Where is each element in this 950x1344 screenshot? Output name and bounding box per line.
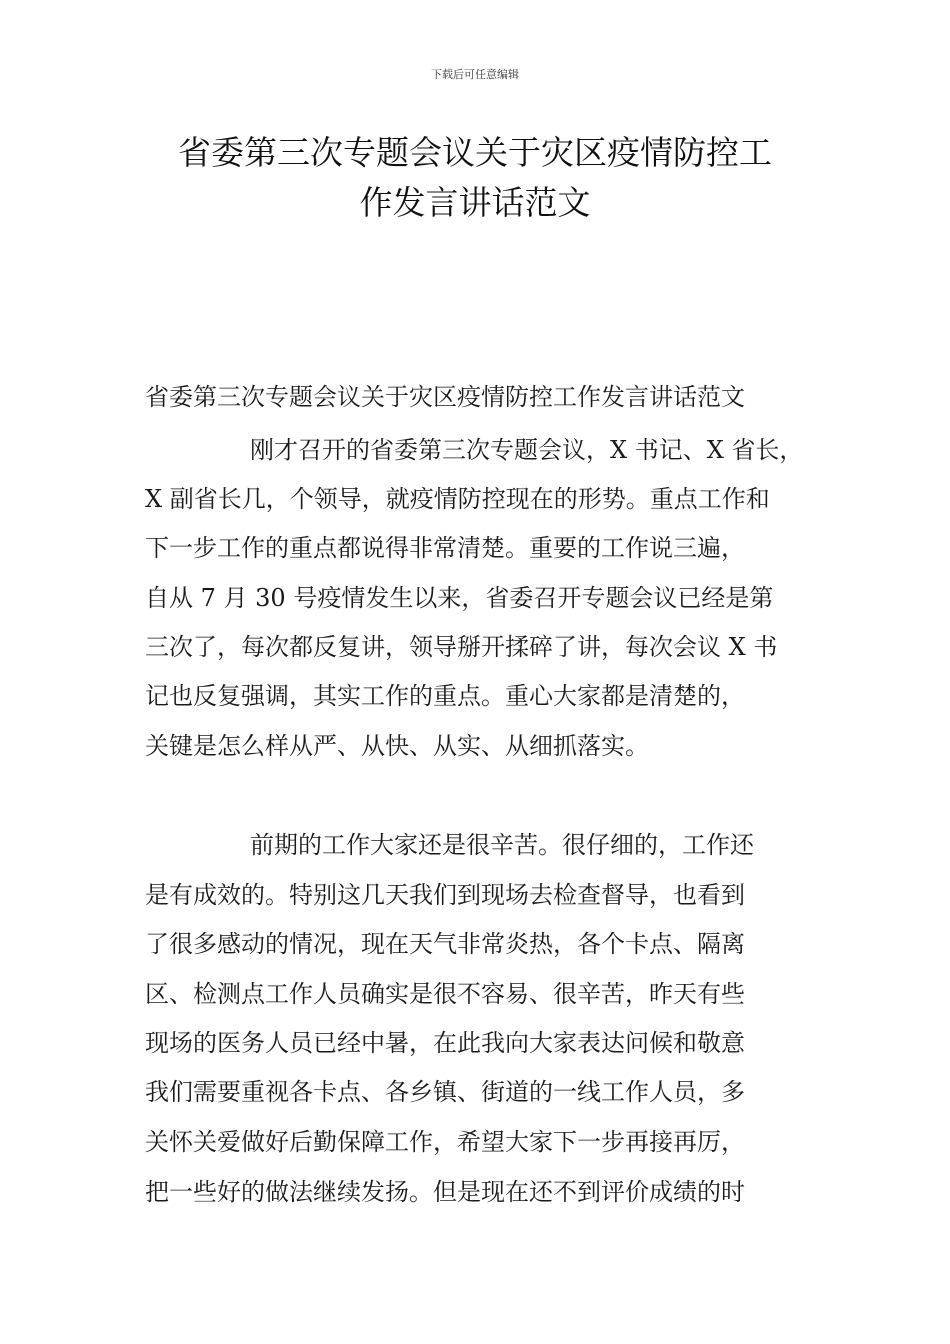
paragraph-line: 刚才召开的省委第三次专题会议，X 书记、X 省长，: [250, 436, 804, 464]
paragraph-line: 我们需要重视各卡点、各乡镇、街道的一线工作人员，多: [145, 1078, 745, 1106]
paragraph-line: 自从 7 月 30 号疫情发生以来，省委召开专题会议已经是第: [145, 584, 774, 612]
paragraph-line: X 副省长几，个领导，就疫情防控现在的形势。重点工作和: [145, 485, 770, 513]
page-header-note: 下载后可任意编辑: [431, 68, 519, 81]
paragraph-line: 是有成效的。特别这几天我们到现场去检查督导，也看到: [145, 881, 745, 909]
document-title: [150, 128, 800, 228]
paragraph-line: 记也反复强调，其实工作的重点。重心大家都是清楚的，: [145, 682, 745, 710]
paragraph-line: 下一步工作的重点都说得非常清楚。重要的工作说三遍，: [145, 534, 745, 562]
paragraph-line: 三次了，每次都反复讲，领导掰开揉碎了讲，每次会议 X 书: [145, 633, 778, 661]
paragraph-line: 前期的工作大家还是很辛苦。很仔细的，工作还: [250, 831, 754, 859]
document-subtitle: 省委第三次专题会议关于灾区疫情防控工作发言讲话范文: [145, 383, 745, 411]
paragraph-line: 区、检测点工作人员确实是很不容易、很辛苦，昨天有些: [145, 980, 745, 1008]
paragraph-line: 关怀关爱做好后勤保障工作，希望大家下一步再接再厉，: [145, 1128, 745, 1156]
paragraph-line: 把一些好的做法继续发扬。但是现在还不到评价成绩的时: [145, 1178, 745, 1206]
document-title-line: 省委第三次专题会议关于灾区疫情防控工: [178, 133, 772, 172]
paragraph-line: 关键是怎么样从严、从快、从实、从细抓落实。: [145, 732, 649, 760]
paragraph-line: 现场的医务人员已经中暑，在此我向大家表达问候和敬意: [145, 1029, 745, 1057]
document-title-line: 作发言讲话范文: [359, 183, 591, 222]
paragraph-line: 了很多感动的情况，现在天气非常炎热，各个卡点、隔离: [145, 930, 745, 958]
